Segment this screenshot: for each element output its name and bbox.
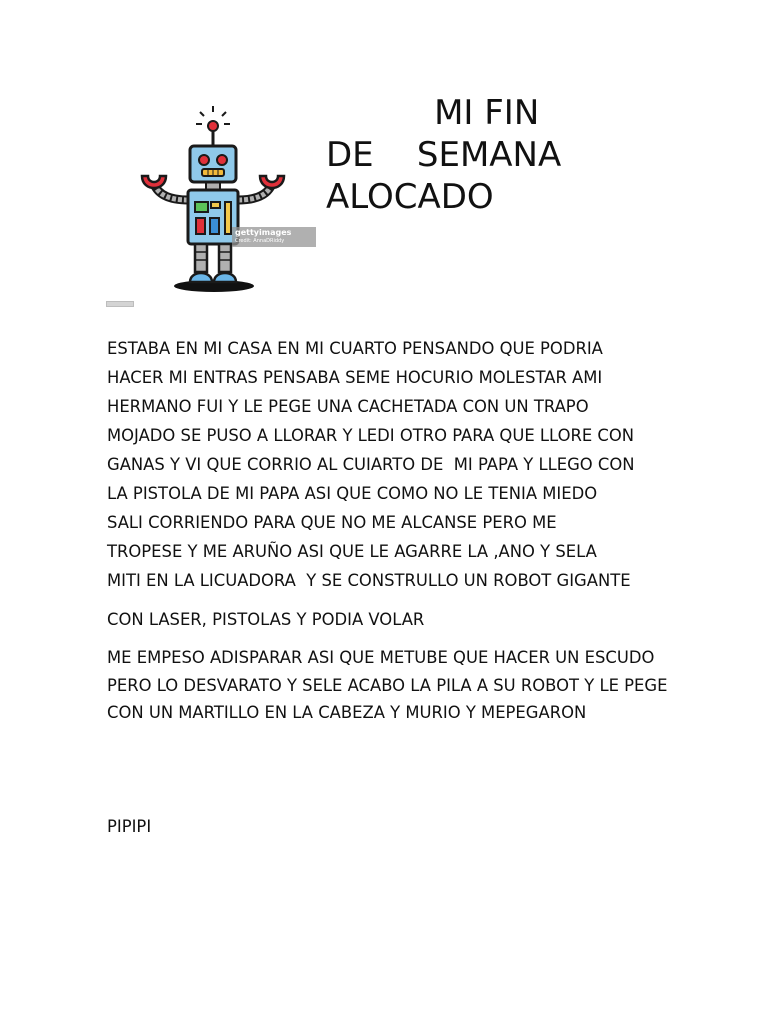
image-caption-thumbnail [106,301,134,307]
title-line: MI FIN [326,93,540,133]
paragraph-3 [107,644,667,727]
story-body [107,334,667,727]
text-line: MOJADO SE PUSO A LLORAR Y LEDI OTRO PARA QUE LLORE CON [107,426,635,445]
text-line: TROPESE Y ME ARUÑO ASI QUE LE AGARRE LA ,ANO Y SELA [107,542,597,561]
paragraph-1 [107,334,667,595]
text-line: GANAS Y VI QUE CORRIO AL CUIARTO DE MI PAPA Y LLEGO CON [107,455,635,474]
text-line: SALI CORRIENDO PARA QUE NO ME ALCANSE PERO ME [107,513,557,532]
paragraph-2 [107,605,667,634]
image-watermark [232,227,316,247]
text-line: ESTABA EN MI CASA EN MI CUARTO PENSANDO QUE PODRIA [107,339,603,358]
text-line: CON UN MARTILLO EN LA CABEZA Y MURIO Y MEPEGARON [107,703,587,722]
title-line: ALOCADO [326,177,494,217]
title-line: DE SEMANA [326,135,562,175]
watermark-brand: gettyimages [235,228,292,237]
text-line: ME EMPESO ADISPARAR ASI QUE METUBE QUE HACER UN ESCUDO [107,648,655,667]
text-line: HACER MI ENTRAS PENSABA SEME HOCURIO MOLESTAR AMI [107,368,603,387]
text-line: LA PISTOLA DE MI PAPA ASI QUE COMO NO LE TENIA MIEDO [107,484,598,503]
text-line: CON LASER, PISTOLAS Y PODIA VOLAR [107,610,425,629]
text-line: MITI EN LA LICUADORA Y SE CONSTRULLO UN ROBOT GIGANTE [107,571,631,590]
closing-text: PIPIPI [107,817,152,836]
text-line: PERO LO DESVARATO Y SELE ACABO LA PILA A SU ROBOT Y LE PEGE [107,675,668,695]
watermark-credit: Credit: AnnaDRiddy [235,238,285,244]
robot-illustration [138,104,318,296]
document-title [326,92,626,218]
text-line: HERMANO FUI Y LE PEGE UNA CACHETADA CON UN TRAPO [107,397,589,416]
